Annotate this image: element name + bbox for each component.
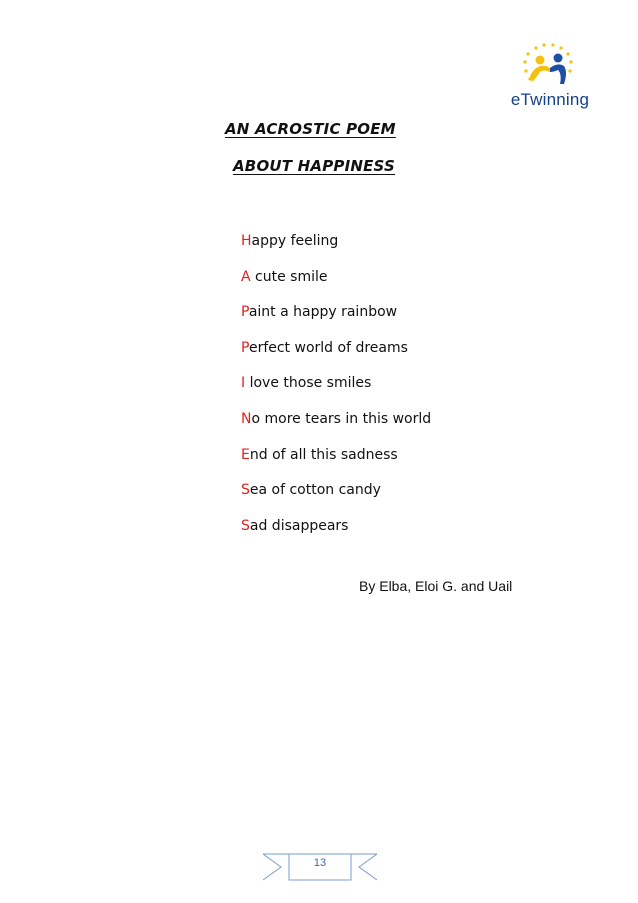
poem-line: [241, 516, 431, 552]
poem-line-text: nd of all this sadness: [249, 446, 398, 463]
etwinning-emblem-icon: [514, 42, 586, 94]
poem-line-initial: A: [241, 268, 251, 285]
poem-line-text: o more tears in this world: [251, 410, 432, 427]
poem-line-initial: H: [241, 233, 252, 249]
poem-line-initial: P: [241, 304, 249, 321]
poem-line-initial: N: [241, 410, 252, 427]
poem-line: [241, 409, 431, 445]
poem-line-text: ea of cotton candy: [249, 482, 381, 499]
poem-line-initial: P: [241, 339, 249, 356]
etwinning-logo-text: eTwinning: [510, 90, 590, 109]
poem-line-initial: S: [241, 482, 250, 499]
acrostic-poem: [241, 231, 431, 551]
poem-line: [241, 231, 431, 267]
poem-line-text: cute smile: [250, 268, 328, 285]
page-number-tab: [263, 852, 377, 882]
poem-line: [241, 445, 431, 481]
etwinning-logo: [500, 40, 600, 118]
poem-line: [241, 480, 431, 516]
poem-line: [241, 373, 431, 409]
poem-line: [241, 338, 431, 374]
poem-line-text: ad disappears: [249, 517, 349, 534]
poem-line-initial: E: [241, 446, 250, 463]
poem-line-text: aint a happy rainbow: [248, 304, 398, 321]
poem-line: [241, 267, 431, 303]
poem-line-text: erfect world of dreams: [248, 339, 408, 356]
poem-title-line-2: ABOUT HAPPINESS: [233, 157, 396, 175]
poem-line: [241, 302, 431, 338]
page-number: 13: [313, 857, 327, 869]
poem-line-initial: I: [241, 375, 246, 392]
poem-byline: By Elba, Eloi G. and Uail: [359, 578, 513, 594]
poem-line-text: appy feeling: [251, 233, 339, 249]
poem-line-initial: S: [241, 517, 250, 534]
poem-line-text: love those smiles: [245, 375, 372, 392]
poem-title-line-1: AN ACROSTIC POEM: [225, 120, 396, 138]
